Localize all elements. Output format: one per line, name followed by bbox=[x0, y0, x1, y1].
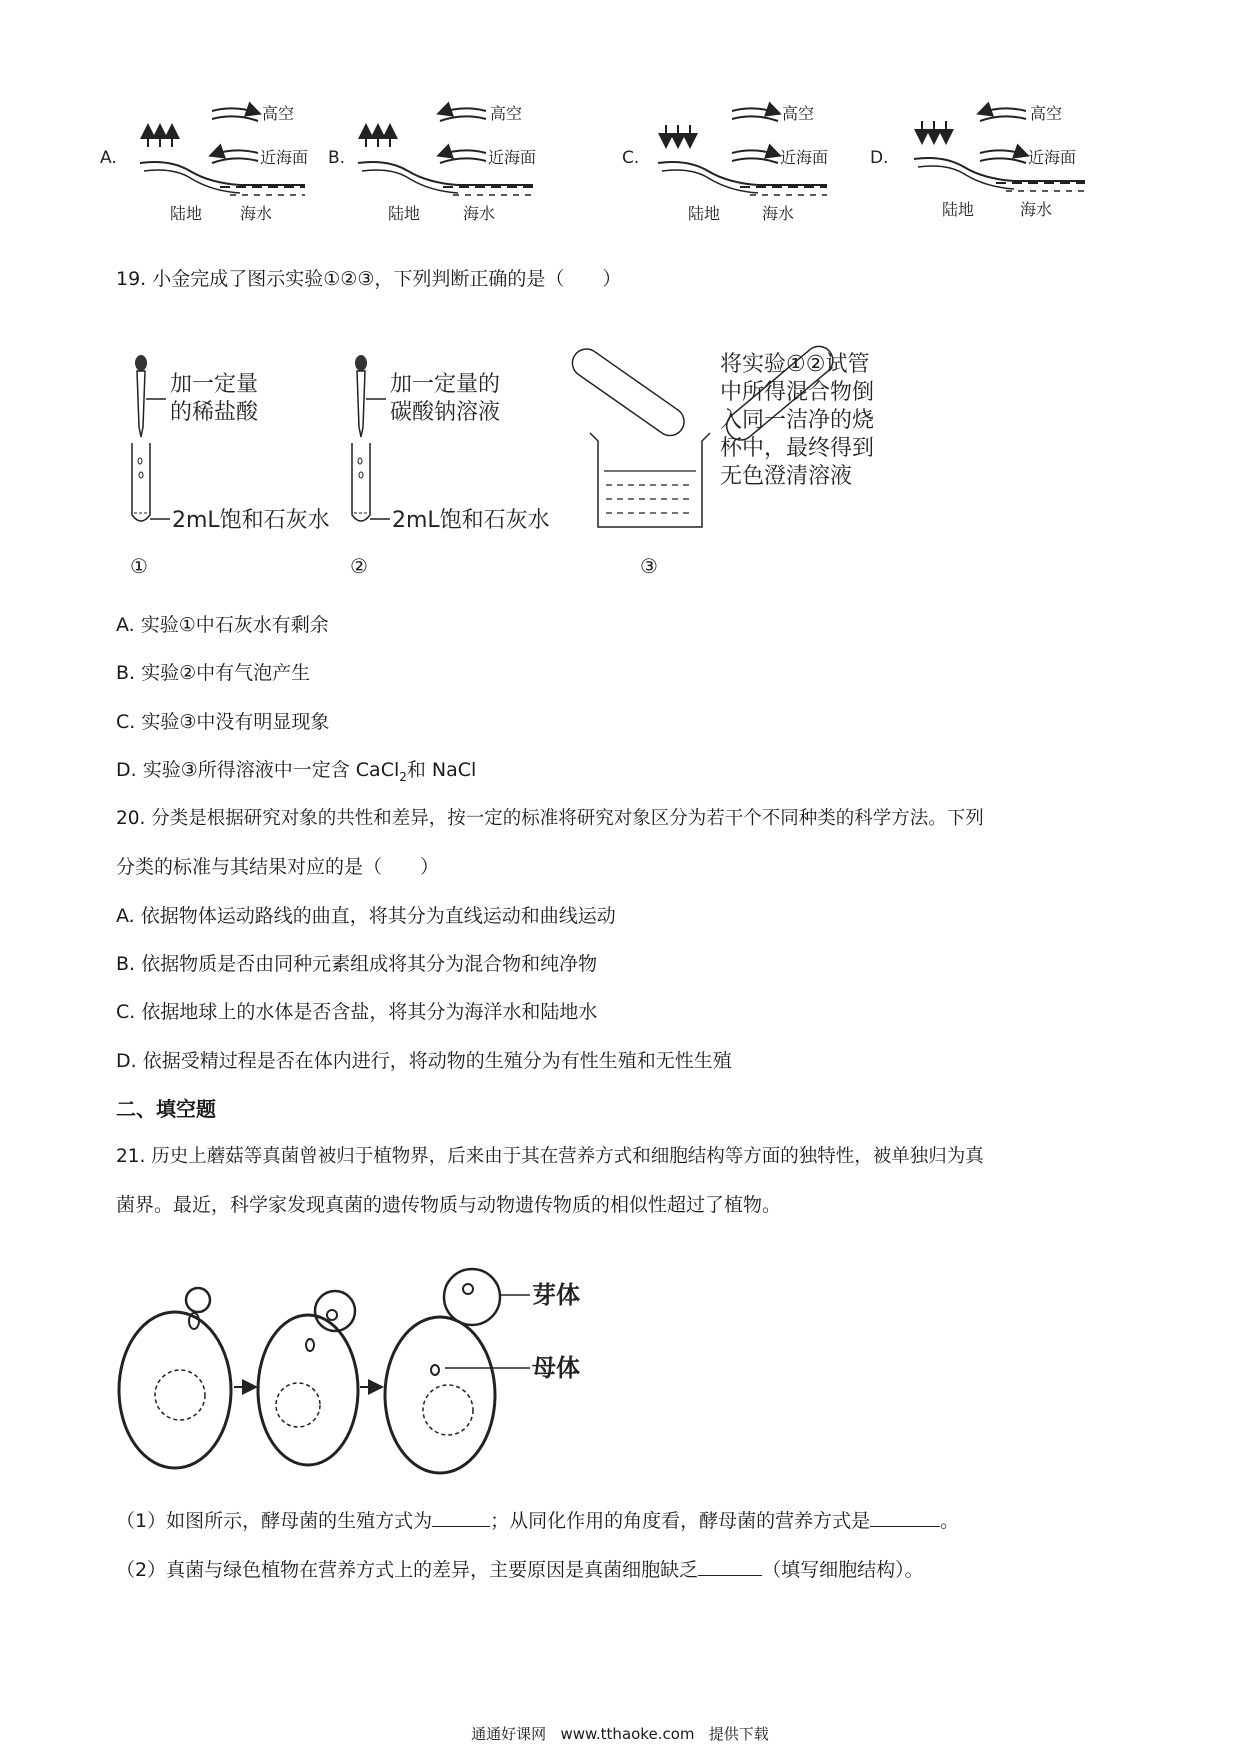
q19-option-b: B. 实验②中有气泡产生 bbox=[116, 662, 311, 684]
q20-option-c: C. 依据地球上的水体是否含盐，将其分为海洋水和陆地水 bbox=[116, 1001, 598, 1023]
tube-1 bbox=[130, 355, 330, 578]
tube-2-reagent-line2: 碳酸钠溶液 bbox=[390, 400, 501, 425]
beaker-3-desc-line5: 无色澄清溶液 bbox=[720, 464, 853, 489]
q18-sea-surface-label: 近海面 bbox=[260, 148, 309, 167]
beaker-3-desc-line4: 杯中，最终得到 bbox=[720, 436, 875, 461]
mother-label: 母体 bbox=[532, 1354, 580, 1382]
q19-option-d-subscript: 2 bbox=[399, 769, 407, 784]
q21-sub1-text-a: （1）如图所示，酵母菌的生殖方式为 bbox=[116, 1510, 433, 1532]
q18-option-d bbox=[870, 104, 1085, 219]
yeast-cell-2 bbox=[258, 1291, 358, 1465]
q18-sea-label: 海水 bbox=[463, 204, 496, 223]
yeast-cell-1 bbox=[119, 1288, 231, 1468]
q21-figure bbox=[110, 1255, 610, 1495]
beaker-3-number: ③ bbox=[640, 554, 658, 578]
q18-sea-label: 海水 bbox=[1020, 200, 1053, 219]
q18-option-c bbox=[622, 104, 828, 223]
q21-sub2-blank[interactable] bbox=[698, 1555, 762, 1576]
q19-option-d-prefix: D. 实验③所得溶液中一定含 CaCl bbox=[116, 759, 400, 781]
q21-sub1-blank-2[interactable] bbox=[870, 1506, 940, 1527]
q18-land-label: 陆地 bbox=[688, 204, 721, 223]
q18-options bbox=[100, 95, 1140, 255]
q19-option-c: C. 实验③中没有明显现象 bbox=[116, 711, 330, 733]
q19-figure-svg bbox=[110, 315, 1010, 585]
q21-stem-line1: 21. 历史上蘑菇等真菌曾被归于植物界，后来由于其在营养方式和细胞结构等方面的独特性，被单独归为真 bbox=[116, 1146, 984, 1167]
tube-1-reagent-line1: 加一定量 bbox=[170, 372, 259, 397]
q18-land-label: 陆地 bbox=[388, 204, 421, 223]
q20-option-d: D. 依据受精过程是否在体内进行，将动物的生殖分为有性生殖和无性生殖 bbox=[116, 1050, 732, 1072]
q18-high-label: 高空 bbox=[490, 104, 523, 123]
q19-option-d-suffix: 和 NaCl bbox=[406, 759, 477, 781]
q18-sea-label: 海水 bbox=[762, 204, 795, 223]
q18-option-label: A. bbox=[100, 148, 117, 168]
q18-sea-surface-label: 近海面 bbox=[780, 148, 829, 167]
q18-high-label: 高空 bbox=[782, 104, 815, 123]
q18-option-label: B. bbox=[328, 148, 346, 168]
q18-option-label: D. bbox=[870, 148, 889, 168]
q20-option-a: A. 依据物体运动路线的曲直，将其分为直线运动和曲线运动 bbox=[116, 905, 616, 927]
beaker-3-desc-line1: 将实验①②试管 bbox=[720, 352, 870, 377]
q21-sub2-text-b: （填写细胞结构）。 bbox=[762, 1559, 924, 1581]
tube-2 bbox=[350, 355, 550, 578]
q21-sub1-text-b: ；从同化作用的角度看，酵母菌的营养方式是 bbox=[490, 1510, 871, 1532]
beaker-3-desc-line3: 入同一洁净的烧 bbox=[720, 408, 875, 433]
section-title: 二、填空题 bbox=[116, 1097, 216, 1121]
tube-1-contents: 2mL饱和石灰水 bbox=[172, 508, 330, 533]
q21-stem-line2: 菌界。最近，科学家发现真菌的遗传物质与动物遗传物质的相似性超过了植物。 bbox=[116, 1194, 782, 1216]
q21-sub2-text-a: （2）真菌与绿色植物在营养方式上的差异，主要原因是真菌细胞缺乏 bbox=[116, 1559, 699, 1581]
q21-sub2 bbox=[116, 1555, 924, 1583]
q18-sea-surface-label: 近海面 bbox=[488, 148, 537, 167]
q18-option-label: C. bbox=[622, 148, 640, 168]
q18-option-b bbox=[328, 104, 536, 223]
q20-stem-line1: 20. 分类是根据研究对象的共性和差异，按一定的标准将研究对象区分为若干个不同种类的科学方法。下列 bbox=[116, 808, 984, 829]
q19-option-a: A. 实验①中石灰水有剩余 bbox=[116, 614, 329, 636]
q18-figure-row bbox=[100, 95, 1140, 255]
q19-option-d bbox=[116, 757, 476, 790]
q18-sea-label: 海水 bbox=[240, 204, 273, 223]
q18-high-label: 高空 bbox=[262, 104, 295, 123]
q18-high-label: 高空 bbox=[1030, 104, 1063, 123]
page-footer: 通通好课网 www.tthaoke.com 提供下载 bbox=[471, 1725, 769, 1743]
q18-land-label: 陆地 bbox=[942, 200, 975, 219]
tube-1-reagent-line2: 的稀盐酸 bbox=[170, 400, 259, 425]
bud-label: 芽体 bbox=[532, 1281, 580, 1309]
q21-sub1-blank-1[interactable] bbox=[432, 1506, 490, 1527]
beaker-3-desc-line2: 中所得混合物倒 bbox=[720, 380, 875, 405]
tube-2-number: ② bbox=[350, 554, 368, 578]
beaker-3 bbox=[567, 341, 874, 578]
q18-option-a bbox=[100, 104, 308, 223]
q21-sub1-text-c: 。 bbox=[940, 1510, 960, 1532]
q20-stem-line2: 分类的标准与其结果对应的是（ ） bbox=[116, 856, 440, 878]
tube-2-reagent-line1: 加一定量的 bbox=[390, 372, 501, 397]
q21-sub1 bbox=[116, 1506, 959, 1534]
q20-option-b: B. 依据物质是否由同种元素组成将其分为混合物和纯净物 bbox=[116, 953, 598, 975]
yeast-cell-3 bbox=[385, 1269, 530, 1473]
q18-sea-surface-label: 近海面 bbox=[1028, 148, 1077, 167]
tube-1-number: ① bbox=[130, 554, 148, 578]
q19-stem: 19. 小金完成了图示实验①②③，下列判断正确的是（ ） bbox=[116, 268, 622, 290]
q18-land-label: 陆地 bbox=[170, 204, 203, 223]
yeast-budding-figure bbox=[110, 1255, 610, 1495]
q19-figure bbox=[110, 315, 1010, 585]
tube-2-contents: 2mL饱和石灰水 bbox=[392, 508, 550, 533]
